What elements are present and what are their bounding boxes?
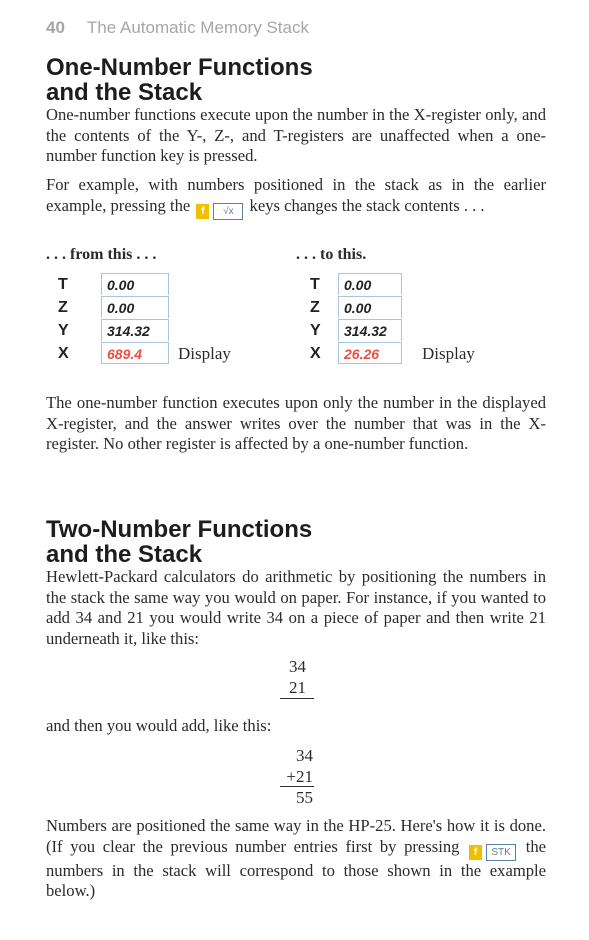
- display-label: Display: [178, 344, 231, 363]
- page-header: [46, 18, 309, 38]
- section1-heading: One-Number Functions and the Stack: [46, 54, 313, 106]
- stack-row-y: Y 314.32: [58, 319, 298, 342]
- from-label: . . . from this . . .: [46, 246, 157, 263]
- stack-row-x: X 26.26 Display: [310, 344, 475, 363]
- chapter-title: The Automatic Memory Stack: [86, 18, 309, 37]
- sqrt-key-icon: √x: [213, 203, 243, 220]
- stack-row-x: X 689.4 Display: [58, 344, 231, 363]
- from-stack: [58, 273, 298, 365]
- to-stack: [310, 273, 550, 365]
- example2: 34 +21 55: [286, 746, 313, 807]
- section1-para2: For example, with numbers positioned in the stack as in the earlier example, pressing the f √x keys changes the stack contents . . .: [46, 175, 546, 220]
- example2-rule: [280, 786, 314, 787]
- section2-para2: and then you would add, like this:: [46, 716, 272, 735]
- section1-para1: One-number functions execute upon the number in the X-register only, and the contents of the Y-, Z-, and T-registers are unaffected when a one-number function key is pressed.: [46, 105, 546, 165]
- example1-rule: [280, 698, 314, 699]
- stack-row-y: Y 314.32: [310, 319, 550, 342]
- section2-para3: Numbers are positioned the same way in the HP-25. Here's how it is done. (If you clear the previous number entries first by pressing f STK the numbers in the stack will correspond to those shown in the example below.): [46, 816, 546, 900]
- section1-para3: The one-number function executes upon only the number in the displayed X-register, and the answer writes over the number that was in the X-register. No other register is affected by a one-number function.: [46, 393, 546, 453]
- stack-row-z: Z 0.00: [58, 296, 298, 319]
- section2-para1: Hewlett-Packard calculators do arithmetic by positioning the numbers in the stack the same way you would on paper. For instance, if you wanted to add 34 and 21 you would write 34 on a piece of paper and then write 21 underneath it, like this:: [46, 567, 546, 648]
- stack-row-t: T 0.00: [58, 273, 298, 296]
- example1: 34 21: [289, 657, 306, 697]
- page-number: 40: [46, 18, 65, 37]
- f-key-icon: f: [469, 845, 482, 860]
- section2-heading: Two-Number Functions and the Stack: [46, 516, 313, 568]
- to-label: . . . to this.: [296, 246, 367, 263]
- stack-row-z: Z 0.00: [310, 296, 550, 319]
- display-label: Display: [422, 344, 475, 363]
- stack-row-t: T 0.00: [310, 273, 550, 296]
- f-key-icon: f: [196, 204, 209, 219]
- stk-key-icon: STK: [486, 844, 516, 861]
